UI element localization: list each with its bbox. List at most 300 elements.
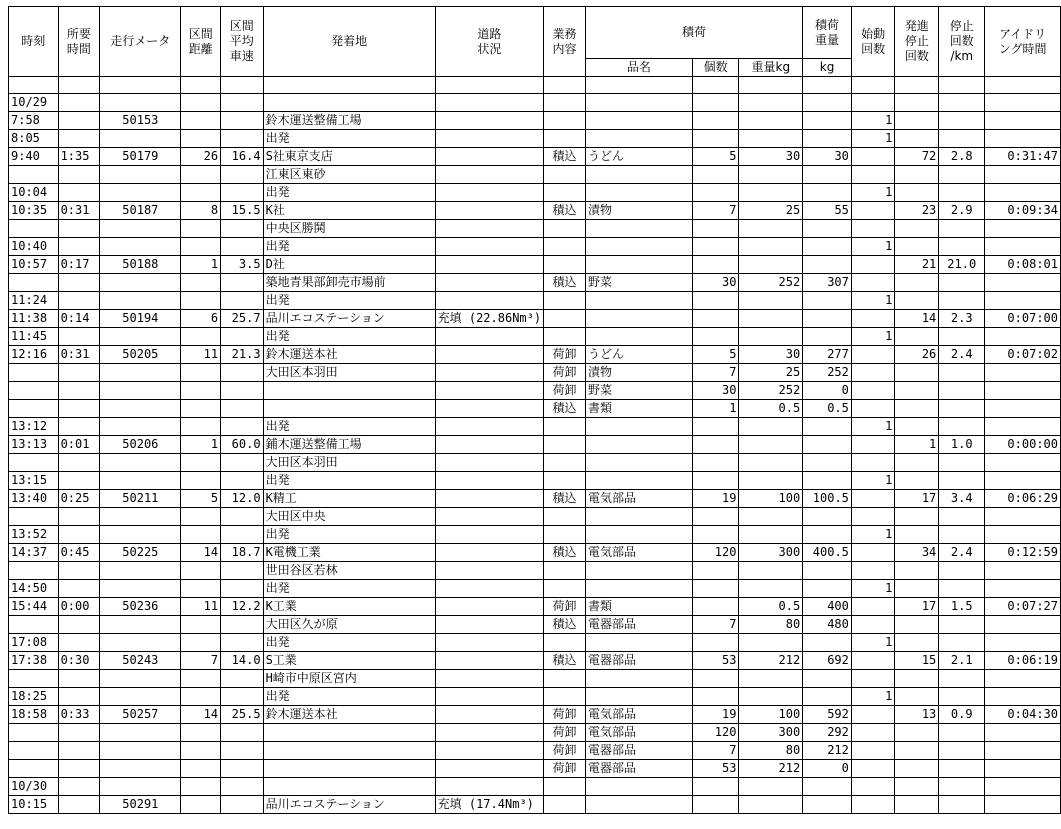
cell-weight: 100	[739, 706, 803, 724]
cell-time: 9:40	[9, 148, 59, 166]
cell-item	[585, 328, 692, 346]
cell-start-stops	[895, 166, 939, 184]
table-row	[9, 760, 1061, 778]
cell-distance	[181, 796, 221, 814]
header-cargo: 積荷	[585, 7, 802, 59]
cell-road: 充填 (17.4Nm³)	[435, 796, 543, 814]
cell-starts: 1	[851, 328, 895, 346]
table-row	[9, 148, 1061, 166]
cell-starts: 1	[851, 112, 895, 130]
cell-duration	[58, 292, 100, 310]
cell-starts: 1	[851, 418, 895, 436]
cell-starts	[851, 400, 895, 418]
cell-road	[435, 328, 543, 346]
cell-starts	[851, 382, 895, 400]
operation-log-table	[8, 6, 1061, 814]
cell-time: 10/29	[9, 94, 59, 112]
cell-work	[544, 220, 586, 238]
cell-stops-per-km	[939, 400, 985, 418]
cell-road	[435, 274, 543, 292]
cell-duration	[58, 400, 100, 418]
cell-weight: 300	[739, 724, 803, 742]
cell-place: 出発	[263, 418, 435, 436]
cell-count	[692, 472, 739, 490]
cell-idle-time	[985, 274, 1061, 292]
cell-work: 積込	[544, 400, 586, 418]
cell-stops-per-km	[939, 796, 985, 814]
cell-weight	[739, 526, 803, 544]
cell-weight	[739, 130, 803, 148]
cell-distance	[181, 94, 221, 112]
cell-start-stops	[895, 364, 939, 382]
cell-starts	[851, 220, 895, 238]
cell-distance: 5	[181, 490, 221, 508]
cell-avg-speed	[221, 670, 264, 688]
table-row	[9, 274, 1061, 292]
table-row	[9, 77, 1061, 94]
cell-load-weight	[803, 328, 852, 346]
cell-item	[585, 526, 692, 544]
cell-place: 品川エコステーション	[263, 796, 435, 814]
cell-weight: 80	[739, 742, 803, 760]
cell-load-weight	[803, 77, 852, 94]
cell-stops-per-km: 2.3	[939, 310, 985, 328]
cell-duration	[58, 274, 100, 292]
cell-distance	[181, 454, 221, 472]
cell-distance: 11	[181, 598, 221, 616]
cell-distance	[181, 760, 221, 778]
cell-weight	[739, 184, 803, 202]
cell-odometer: 50206	[100, 436, 181, 454]
cell-load-weight: 292	[803, 724, 852, 742]
cell-idle-time	[985, 400, 1061, 418]
cell-distance	[181, 382, 221, 400]
cell-starts	[851, 508, 895, 526]
cell-avg-speed: 21.3	[221, 346, 264, 364]
cell-time: 11:24	[9, 292, 59, 310]
cell-item	[585, 634, 692, 652]
table-row	[9, 490, 1061, 508]
cell-avg-speed	[221, 760, 264, 778]
cell-start-stops	[895, 670, 939, 688]
cell-place	[263, 742, 435, 760]
cell-avg-speed	[221, 418, 264, 436]
cell-stops-per-km	[939, 220, 985, 238]
cell-idle-time	[985, 220, 1061, 238]
cell-stops-per-km	[939, 580, 985, 598]
cell-odometer: 50225	[100, 544, 181, 562]
cell-load-weight: 212	[803, 742, 852, 760]
cell-item	[585, 130, 692, 148]
cell-road	[435, 778, 543, 796]
table-row	[9, 544, 1061, 562]
cell-work	[544, 112, 586, 130]
cell-distance	[181, 238, 221, 256]
cell-odometer	[100, 634, 181, 652]
table-row	[9, 598, 1061, 616]
cell-count: 19	[692, 706, 739, 724]
cell-time: 7:58	[9, 112, 59, 130]
cell-place	[263, 760, 435, 778]
cell-item	[585, 112, 692, 130]
cell-road	[435, 256, 543, 274]
cell-load-weight: 55	[803, 202, 852, 220]
cell-place: 出発	[263, 526, 435, 544]
cell-idle-time: 0:07:02	[985, 346, 1061, 364]
table-row	[9, 436, 1061, 454]
cell-road	[435, 112, 543, 130]
cell-stops-per-km	[939, 292, 985, 310]
table-row	[9, 580, 1061, 598]
cell-load-weight	[803, 184, 852, 202]
table-row	[9, 418, 1061, 436]
cell-time	[9, 77, 59, 94]
cell-item	[585, 688, 692, 706]
cell-time	[9, 364, 59, 382]
cell-time: 17:38	[9, 652, 59, 670]
cell-road	[435, 634, 543, 652]
cell-item: 電器部品	[585, 652, 692, 670]
cell-start-stops: 34	[895, 544, 939, 562]
cell-idle-time: 0:00:00	[985, 436, 1061, 454]
header-stops-per-km: 停止 回数 /km	[939, 7, 985, 77]
cell-item	[585, 580, 692, 598]
cell-place: 鈴木運送本社	[263, 346, 435, 364]
cell-road	[435, 688, 543, 706]
cell-idle-time: 0:07:00	[985, 310, 1061, 328]
cell-time	[9, 760, 59, 778]
cell-road	[435, 148, 543, 166]
cell-place: K電機工業	[263, 544, 435, 562]
cell-work	[544, 94, 586, 112]
cell-weight	[739, 418, 803, 436]
cell-item: うどん	[585, 346, 692, 364]
cell-starts	[851, 77, 895, 94]
cell-item	[585, 256, 692, 274]
cell-odometer	[100, 166, 181, 184]
header-time: 時刻	[9, 7, 59, 77]
cell-place: 大田区本羽田	[263, 364, 435, 382]
cell-place: H崎市中原区宮内	[263, 670, 435, 688]
cell-weight	[739, 670, 803, 688]
cell-road	[435, 616, 543, 634]
cell-work: 荷卸	[544, 598, 586, 616]
cell-start-stops: 1	[895, 436, 939, 454]
table-row	[9, 364, 1061, 382]
cell-place	[263, 778, 435, 796]
cell-time: 12:16	[9, 346, 59, 364]
cell-starts	[851, 796, 895, 814]
cell-duration: 0:00	[58, 598, 100, 616]
cell-stops-per-km: 2.1	[939, 652, 985, 670]
cell-start-stops	[895, 328, 939, 346]
cell-count	[692, 508, 739, 526]
cell-distance	[181, 400, 221, 418]
cell-start-stops	[895, 634, 939, 652]
cell-road	[435, 490, 543, 508]
cell-weight: 25	[739, 364, 803, 382]
table-row	[9, 706, 1061, 724]
cell-item: 電気部品	[585, 706, 692, 724]
cell-time: 14:37	[9, 544, 59, 562]
cell-road	[435, 220, 543, 238]
table-row	[9, 508, 1061, 526]
cell-count	[692, 562, 739, 580]
cell-load-weight: 592	[803, 706, 852, 724]
cell-distance	[181, 364, 221, 382]
cell-duration	[58, 796, 100, 814]
cell-load-weight: 400	[803, 598, 852, 616]
cell-start-stops	[895, 184, 939, 202]
cell-idle-time	[985, 616, 1061, 634]
table-row	[9, 220, 1061, 238]
cell-load-weight: 692	[803, 652, 852, 670]
cell-odometer: 50153	[100, 112, 181, 130]
cell-duration	[58, 166, 100, 184]
cell-avg-speed: 18.7	[221, 544, 264, 562]
cell-duration	[58, 634, 100, 652]
cell-odometer	[100, 562, 181, 580]
cell-start-stops	[895, 238, 939, 256]
cell-starts	[851, 364, 895, 382]
cell-stops-per-km	[939, 508, 985, 526]
cell-time	[9, 616, 59, 634]
cell-stops-per-km: 2.4	[939, 346, 985, 364]
cell-avg-speed	[221, 616, 264, 634]
cell-load-weight	[803, 472, 852, 490]
cell-duration: 0:33	[58, 706, 100, 724]
table-row	[9, 310, 1061, 328]
cell-starts	[851, 706, 895, 724]
cell-weight	[739, 796, 803, 814]
cell-avg-speed	[221, 382, 264, 400]
cell-place	[263, 382, 435, 400]
cell-start-stops: 26	[895, 346, 939, 364]
cell-item	[585, 778, 692, 796]
cell-item	[585, 796, 692, 814]
cell-distance	[181, 184, 221, 202]
cell-start-stops	[895, 472, 939, 490]
cell-starts	[851, 436, 895, 454]
cell-duration: 0:31	[58, 346, 100, 364]
header-weight-kg: 重量kg	[739, 59, 803, 77]
cell-avg-speed: 25.7	[221, 310, 264, 328]
cell-count: 19	[692, 490, 739, 508]
cell-duration	[58, 77, 100, 94]
cell-distance	[181, 508, 221, 526]
cell-load-weight	[803, 796, 852, 814]
cell-idle-time	[985, 472, 1061, 490]
cell-count: 30	[692, 382, 739, 400]
cell-time: 10:40	[9, 238, 59, 256]
cell-idle-time	[985, 742, 1061, 760]
cell-item: 書類	[585, 598, 692, 616]
cell-starts	[851, 274, 895, 292]
cell-avg-speed: 3.5	[221, 256, 264, 274]
cell-start-stops	[895, 526, 939, 544]
cell-count: 53	[692, 760, 739, 778]
cell-road	[435, 184, 543, 202]
cell-work	[544, 310, 586, 328]
header-avg-speed: 区間 平均 車速	[221, 7, 264, 77]
cell-work	[544, 454, 586, 472]
cell-count: 7	[692, 202, 739, 220]
cell-work: 積込	[544, 202, 586, 220]
cell-road	[435, 670, 543, 688]
cell-weight	[739, 238, 803, 256]
cell-road	[435, 544, 543, 562]
cell-work	[544, 77, 586, 94]
cell-load-weight	[803, 112, 852, 130]
cell-idle-time: 0:04:30	[985, 706, 1061, 724]
cell-place: 出発	[263, 472, 435, 490]
cell-time: 10:57	[9, 256, 59, 274]
cell-distance	[181, 328, 221, 346]
cell-distance: 14	[181, 706, 221, 724]
cell-load-weight	[803, 688, 852, 706]
cell-place: 築地青果部卸売市場前	[263, 274, 435, 292]
cell-load-weight	[803, 238, 852, 256]
cell-load-weight: 400.5	[803, 544, 852, 562]
cell-odometer: 50187	[100, 202, 181, 220]
cell-weight	[739, 292, 803, 310]
header-idle-time: アイドリ ング時間	[985, 7, 1061, 77]
cell-stops-per-km	[939, 112, 985, 130]
cell-avg-speed	[221, 472, 264, 490]
cell-idle-time	[985, 166, 1061, 184]
cell-weight	[739, 778, 803, 796]
cell-stops-per-km	[939, 166, 985, 184]
cell-avg-speed	[221, 112, 264, 130]
cell-road	[435, 202, 543, 220]
table-row	[9, 526, 1061, 544]
cell-start-stops	[895, 382, 939, 400]
cell-place: 鈴木運送本社	[263, 706, 435, 724]
cell-stops-per-km	[939, 130, 985, 148]
cell-duration	[58, 724, 100, 742]
cell-weight	[739, 256, 803, 274]
cell-distance	[181, 472, 221, 490]
cell-count	[692, 292, 739, 310]
cell-item: 野菜	[585, 382, 692, 400]
cell-time: 10:35	[9, 202, 59, 220]
cell-starts	[851, 202, 895, 220]
cell-avg-speed	[221, 454, 264, 472]
cell-odometer	[100, 364, 181, 382]
cell-road	[435, 562, 543, 580]
cell-road	[435, 508, 543, 526]
cell-place	[263, 400, 435, 418]
cell-count: 7	[692, 616, 739, 634]
cell-idle-time	[985, 562, 1061, 580]
cell-work: 積込	[544, 652, 586, 670]
cell-distance	[181, 220, 221, 238]
cell-duration	[58, 418, 100, 436]
cell-count	[692, 130, 739, 148]
cell-idle-time	[985, 796, 1061, 814]
cell-item: 野菜	[585, 274, 692, 292]
cell-place: K工業	[263, 598, 435, 616]
header-odometer: 走行メータ	[100, 7, 181, 77]
cell-item: うどん	[585, 148, 692, 166]
cell-item	[585, 310, 692, 328]
cell-start-stops	[895, 760, 939, 778]
cell-load-weight: 307	[803, 274, 852, 292]
cell-idle-time	[985, 634, 1061, 652]
cell-item: 電器部品	[585, 616, 692, 634]
cell-idle-time	[985, 778, 1061, 796]
table-row	[9, 238, 1061, 256]
cell-avg-speed	[221, 292, 264, 310]
cell-stops-per-km	[939, 472, 985, 490]
cell-stops-per-km	[939, 238, 985, 256]
cell-odometer: 50257	[100, 706, 181, 724]
cell-time: 13:12	[9, 418, 59, 436]
cell-distance	[181, 130, 221, 148]
cell-duration	[58, 742, 100, 760]
cell-distance	[181, 724, 221, 742]
table-row	[9, 328, 1061, 346]
table-row	[9, 202, 1061, 220]
cell-avg-speed	[221, 634, 264, 652]
cell-idle-time: 0:06:29	[985, 490, 1061, 508]
cell-item: 電気部品	[585, 724, 692, 742]
cell-time	[9, 562, 59, 580]
cell-distance	[181, 526, 221, 544]
cell-idle-time	[985, 328, 1061, 346]
table-row	[9, 562, 1061, 580]
table-row	[9, 346, 1061, 364]
cell-work	[544, 238, 586, 256]
cell-stops-per-km	[939, 94, 985, 112]
table-row	[9, 256, 1061, 274]
cell-distance	[181, 634, 221, 652]
cell-work: 荷卸	[544, 382, 586, 400]
cell-count: 7	[692, 742, 739, 760]
cell-duration	[58, 364, 100, 382]
cell-odometer	[100, 418, 181, 436]
cell-idle-time	[985, 760, 1061, 778]
cell-distance: 8	[181, 202, 221, 220]
cell-place: K精工	[263, 490, 435, 508]
cell-idle-time	[985, 670, 1061, 688]
cell-odometer	[100, 616, 181, 634]
cell-avg-speed	[221, 562, 264, 580]
cell-work: 荷卸	[544, 742, 586, 760]
cell-distance	[181, 616, 221, 634]
cell-time	[9, 382, 59, 400]
cell-stops-per-km	[939, 382, 985, 400]
cell-avg-speed: 25.5	[221, 706, 264, 724]
cell-time	[9, 274, 59, 292]
cell-odometer: 50211	[100, 490, 181, 508]
cell-odometer: 50179	[100, 148, 181, 166]
cell-time	[9, 454, 59, 472]
cell-odometer	[100, 400, 181, 418]
cell-item: 電気部品	[585, 544, 692, 562]
cell-load-weight	[803, 562, 852, 580]
cell-idle-time: 0:08:01	[985, 256, 1061, 274]
cell-odometer: 50205	[100, 346, 181, 364]
cell-weight: 252	[739, 382, 803, 400]
cell-work	[544, 508, 586, 526]
cell-odometer: 50236	[100, 598, 181, 616]
cell-duration	[58, 472, 100, 490]
header-place: 発着地	[263, 7, 435, 77]
cell-weight	[739, 634, 803, 652]
cell-start-stops	[895, 77, 939, 94]
cell-odometer	[100, 238, 181, 256]
